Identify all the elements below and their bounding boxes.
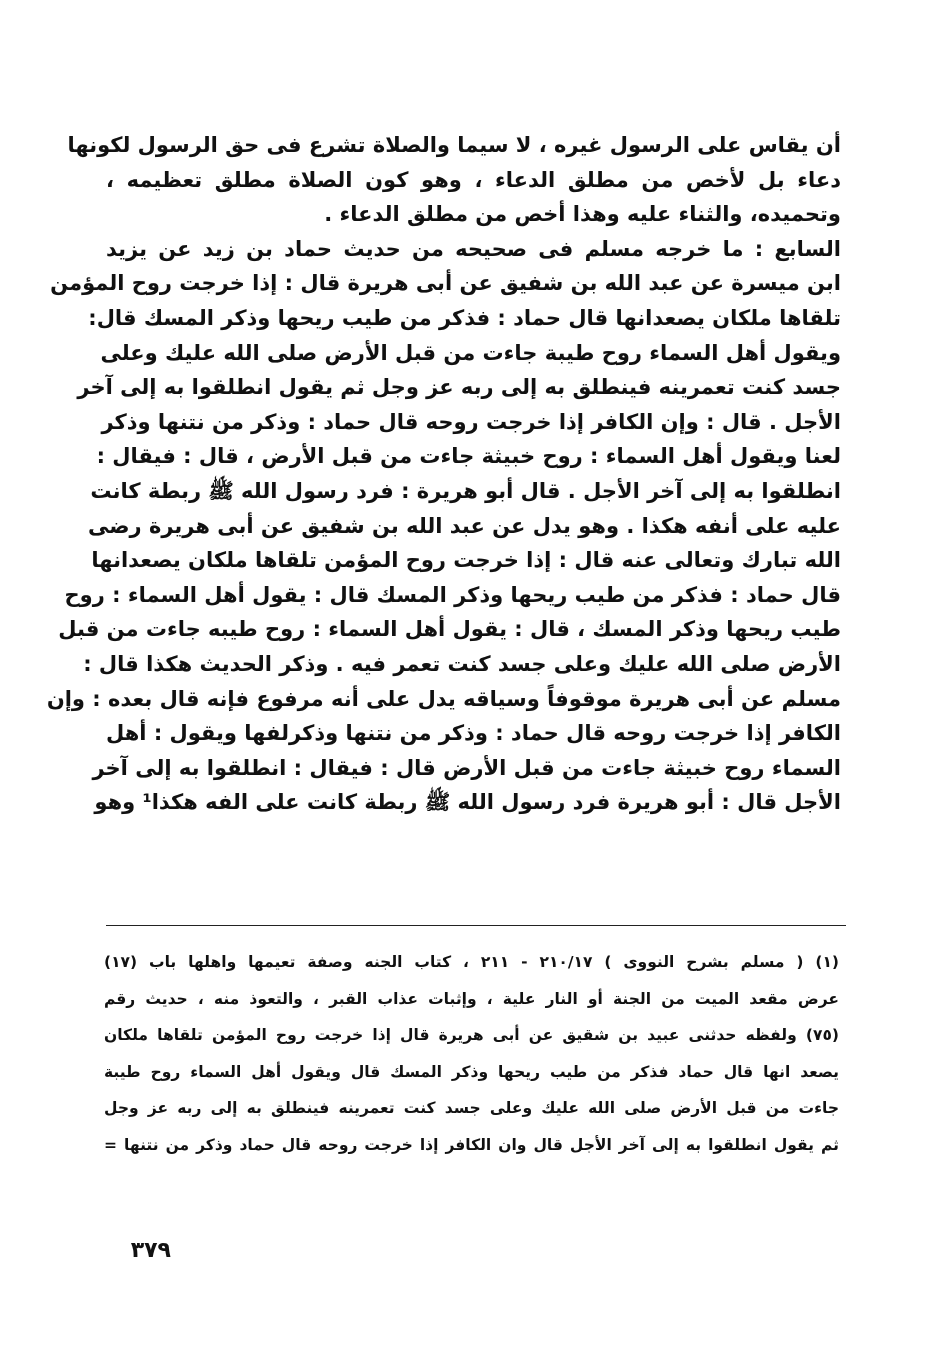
footnote-line: عرض مقعد الميت من الجنة أو النار علية ، وإثبات عذاب القبر ، والتعوذ منه ، حديث رقم [104,989,839,1008]
footnote-line: (١) ( مسلم بشرح النووى ) ٢١٠/١٧ - ٢١١ ، كتاب الجنه وصفة تعيمها واهلها باب (١٧) [104,953,839,971]
text-line: السماء روح خبيثة جاءت من قبل الأرض قال : فيقال : انطلقوا به إلى آخر [92,755,841,780]
footnote-line: ثم يقول انطلقوا به إلى آخر الأجل قال وان الكافر إذا خرجت روحه قال حماد وذكر من نتنها = [104,1135,839,1154]
main-text-block [46,128,841,820]
footnote-line: (٧٥) ولفظه حدثنى عبيد بن شقيق عن أبى هريرة قال إذا خرجت روح المؤمن تلقاها ملكان [104,1026,839,1044]
footnote-divider [106,925,846,926]
footnote-line: يصعد انها قال حماد فذكر من طيب ريحها وذكر المسك قال ويقول أهل السماء روح طيبة [104,1062,839,1081]
text-line: الأجل قال : أبو هريرة فرد رسول الله ﷺ ربطة كانت على الفه هكذا¹ وهو [94,790,841,815]
footnote-block [104,944,839,1163]
text-line: عليه على أنفه هكذا . وهو يدل عن عبد الله بن شفيق عن أبى هريرة رضى [88,513,841,538]
text-line: جسد كنت تعمرينه فينطلق به إلى ربه عز وجل ثم يقول انطلقوا به إلى آخر [77,375,841,400]
text-line: السابع : ما خرجه مسلم فى صحيحه من حديث حماد بن زيد عن يزيد [106,236,841,261]
footnote-line: جاءت من قبل الأرض صلى الله عليك وعلى جسد كنت تعمرينه فينطلق به إلى ربه عز وجل [104,1099,839,1117]
text-line: مسلم عن أبى هريرة موقوفاً وسياقه يدل على أنه مرفوع فإنه قال بعده : وإن [46,686,841,711]
page-number: ٣٧٩ [130,1238,171,1263]
text-line: ويقول أهل السماء روح طيبة جاءت من قبل الأرض صلى الله عليك وعلى [100,340,841,365]
text-line: تلقاها ملكان يصعدانها قال حماد : فذكر من طيب ريحها وذكر المسك قال: [88,305,841,330]
text-line: وتحميده، والثناء عليه وهذا أخص من مطلق الدعاء . [324,202,841,227]
text-line: لعنا ويقول أهل السماء : روح خبيثة جاءت من قبل الأرض ، قال : فيقال : [96,444,841,469]
text-line: أن يقاس على الرسول غيره ، لا سيما والصلاة تشرع فى حق الرسول لكونها [67,133,841,157]
text-line: الأجل . قال : وإن الكافر إذا خرجت روحه قال حماد : وذكر من نتنها وذكر [101,409,841,434]
text-line: قال حماد : فذكر من طيب ريحها وذكر المسك قال : يقول أهل السماء : روح [64,582,841,607]
text-line: الكافر إذا خرجت روحه قال حماد : وذكر من نتنها وذكرلفها ويقول : أهل [106,721,841,746]
text-line: طيب ريحها وذكر المسك ، قال : يقول أهل السماء : روح طيبه جاءت من قبل [58,617,841,642]
text-line: ابن ميسرة عن عبد الله بن شفيق عن أبى هريرة قال : إذا خرجت روح المؤمن [50,271,841,296]
text-line: دعاء بل لأخص من مطلق الدعاء ، وهو كون الصلاة مطلق تعظيمه ، [106,167,841,192]
text-line: الأرض صلى الله عليك وعلى جسد كنت تعمر فيه . وذكر الحديث هكذا قال : [83,651,841,676]
text-line: انطلقوا به إلى آخر الأجل . قال أبو هريرة : فرد رسول الله ﷺ ربطة كانت [90,478,841,503]
text-line: الله تبارك وتعالى عنه قال : إذا خرجت روح المؤمن تلقاها ملكان يصعدانها [91,548,841,573]
